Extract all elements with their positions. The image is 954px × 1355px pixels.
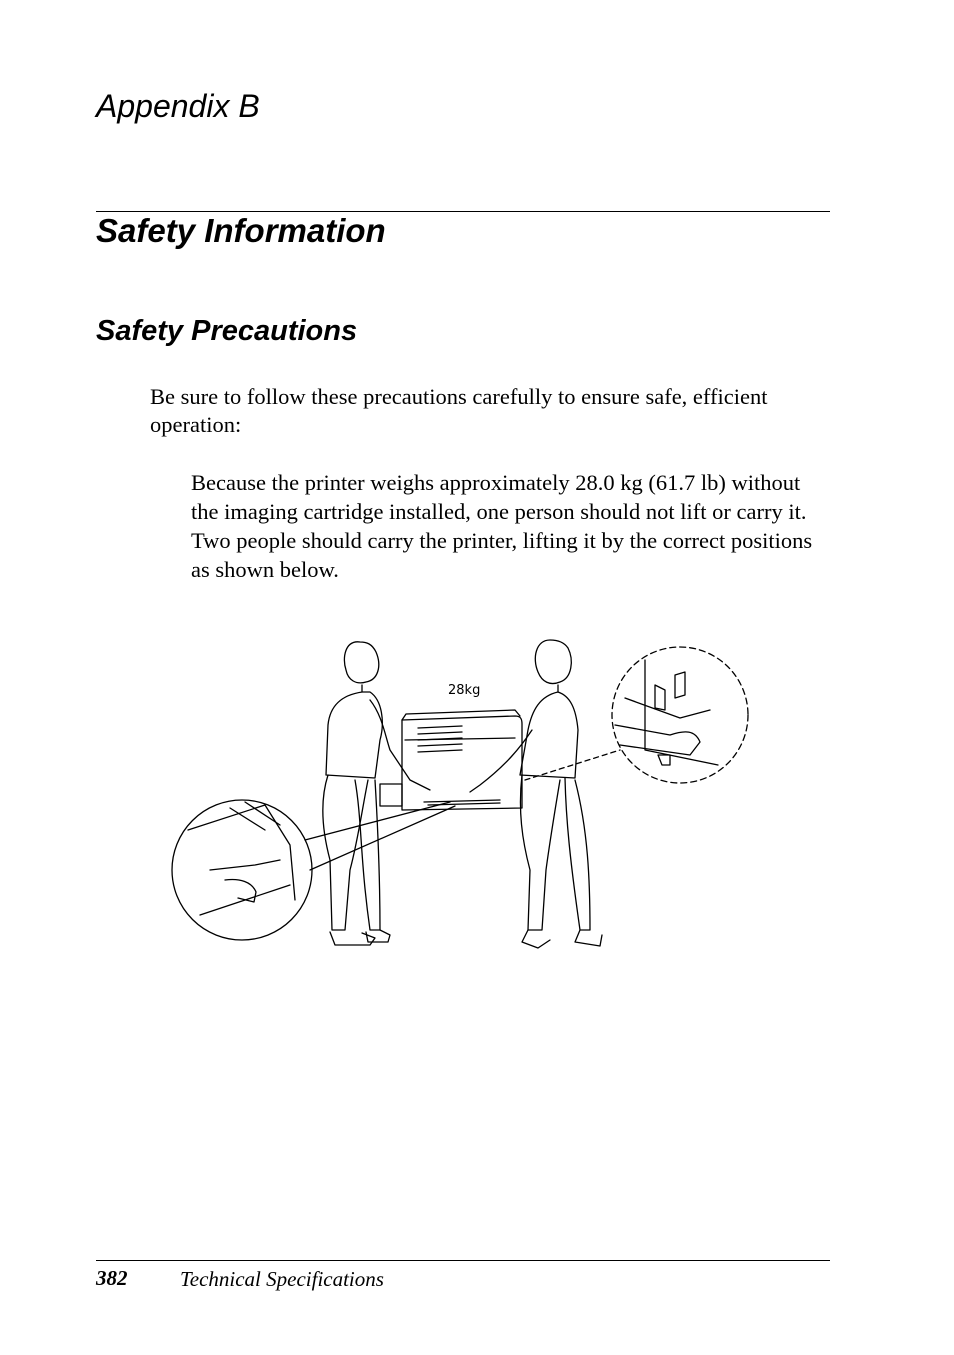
left-grip-detail (172, 800, 455, 940)
right-grip-detail (612, 647, 748, 783)
appendix-heading: Appendix B (96, 88, 260, 124)
weight-label: 28kg (448, 683, 481, 698)
left-person-figure (323, 642, 430, 945)
right-person-figure (470, 640, 602, 948)
footer-section-name: Technical Specifications (180, 1267, 384, 1291)
page-number: 382 (96, 1266, 128, 1290)
weight-warning-paragraph: Because the printer weighs approximately 28.0 kg (61.7 lb) without the imaging cartridge installed, one person should not lift or carry it. Two people should carry the printer, lifting it by the correct positions as shown below. (191, 470, 813, 582)
printer-drawing (380, 710, 522, 810)
page-title: Safety Information (96, 212, 386, 249)
section-heading: Safety Precautions (96, 315, 358, 347)
two-person-lifting-illustration (170, 630, 760, 960)
footer-divider (96, 1260, 830, 1261)
intro-paragraph: Be sure to follow these precautions carefully to ensure safe, efficient operation: (150, 384, 768, 437)
